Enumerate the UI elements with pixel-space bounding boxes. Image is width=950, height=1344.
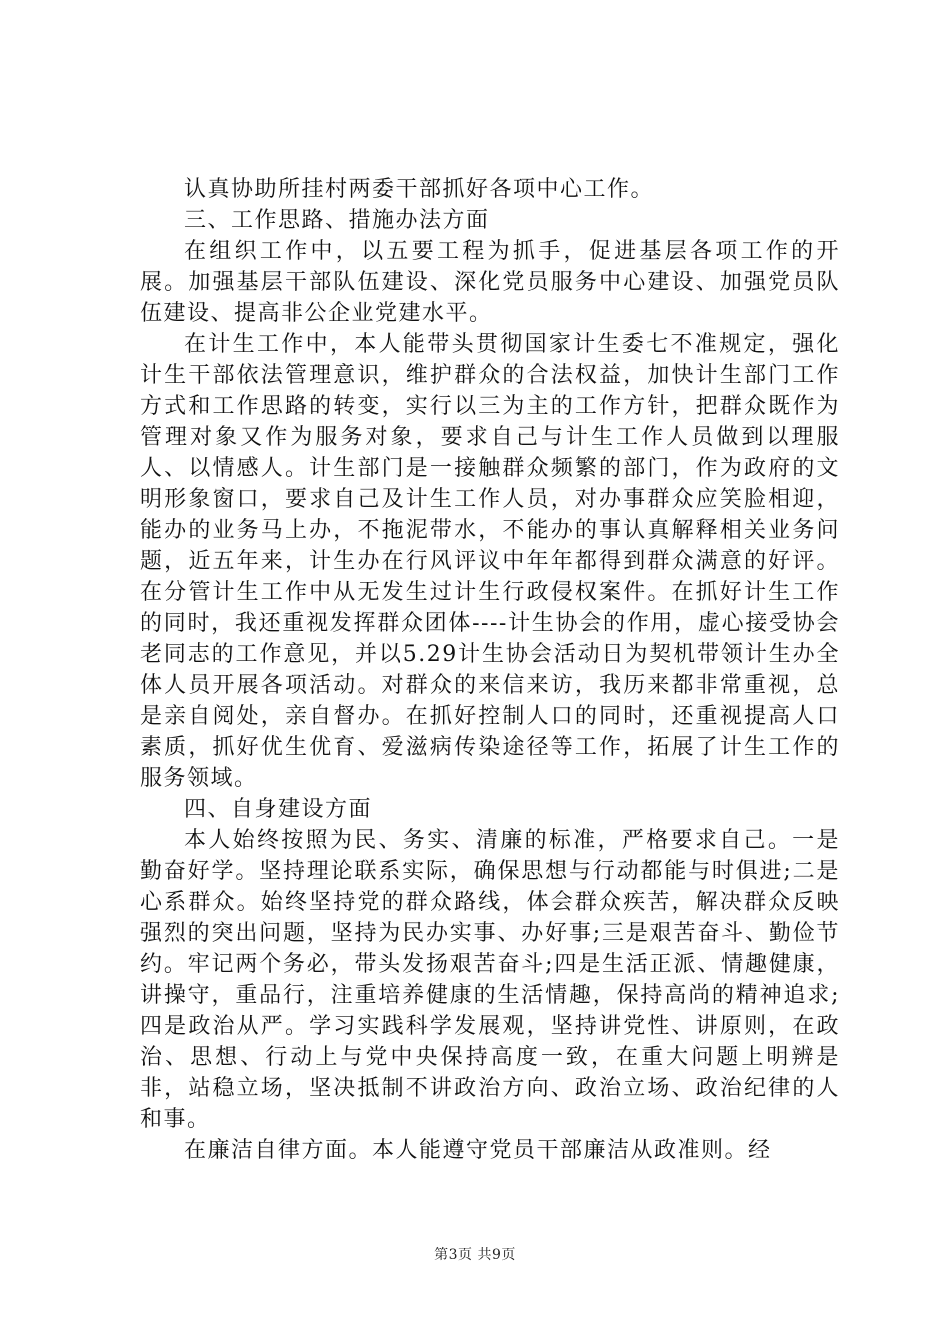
paragraph-continuation: 认真协助所挂村两委干部抓好各项中心工作。 bbox=[184, 177, 655, 202]
section-heading-self-building: 四、自身建设方面 bbox=[184, 797, 373, 822]
paragraph-organization-work: 在组织工作中，以五要工程为抓手，促进基层各项工作的开展。加强基层干部队伍建设、深化党员服务中心建设、加强党员队伍建设、提高非公企业党建水平。 bbox=[140, 239, 840, 326]
page-number-footer: 第3页 共9页 bbox=[434, 1247, 516, 1263]
paragraph-self-requirements: 本人始终按照为民、务实、清廉的标准，严格要求自己。一是勤奋好学。坚持理论联系实际，确保思想与行动都能与时俱进;二是心系群众。始终坚持党的群众路线，体会群众疾苦，解决群众反映强烈的突出问题，坚持为民办实事、办好事;三是艰苦奋斗、勤俭节约。牢记两个务必，带头发扬艰苦奋斗;四是生活正派、情趣健康，讲操守，重品行，注重培养健康的生活情趣，保持高尚的精神追求;四是政治从严。学习实践科学发展观，坚持讲党性、讲原则，在政治、思想、行动上与党中央保持高度一致，在重大问题上明辨是非，站稳立场，坚决抵制不讲政治方向、政治立场、政治纪律的人和事。 bbox=[140, 828, 840, 1132]
section-heading-work-approach: 三、工作思路、措施办法方面 bbox=[184, 208, 490, 233]
paragraph-integrity: 在廉洁自律方面。本人能遵守党员干部廉洁从政准则。经 bbox=[184, 1138, 772, 1163]
document-body bbox=[140, 174, 840, 1166]
paragraph-family-planning-work: 在计生工作中，本人能带头贯彻国家计生委七不准规定，强化计生干部依法管理意识，维护群众的合法权益，加快计生部门工作方式和工作思路的转变，实行以三为主的工作方针，把群众既作为管理对象又作为服务对象，要求自己与计生工作人员做到以理服人、以情感人。计生部门是一接触群众频繁的部门，作为政府的文明形象窗口，要求自己及计生工作人员，对办事群众应笑脸相迎，能办的业务马上办，不拖泥带水，不能办的事认真解释相关业务问题，近五年来，计生办在行风评议中年年都得到群众满意的好评。在分管计生工作中从无发生过计生行政侵权案件。在抓好计生工作的同时，我还重视发挥群众团体----计生协会的作用，虚心接受协会老同志的工作意见，并以5.29计生协会活动日为契机带领计生办全体人员开展各项活动。对群众的来信来访，我历来都非常重视，总是亲自阅处，亲自督办。在抓好控制人口的同时，还重视提高人口素质，抓好优生优育、爱滋病传染途径等工作，拓展了计生工作的服务领域。 bbox=[140, 332, 840, 791]
